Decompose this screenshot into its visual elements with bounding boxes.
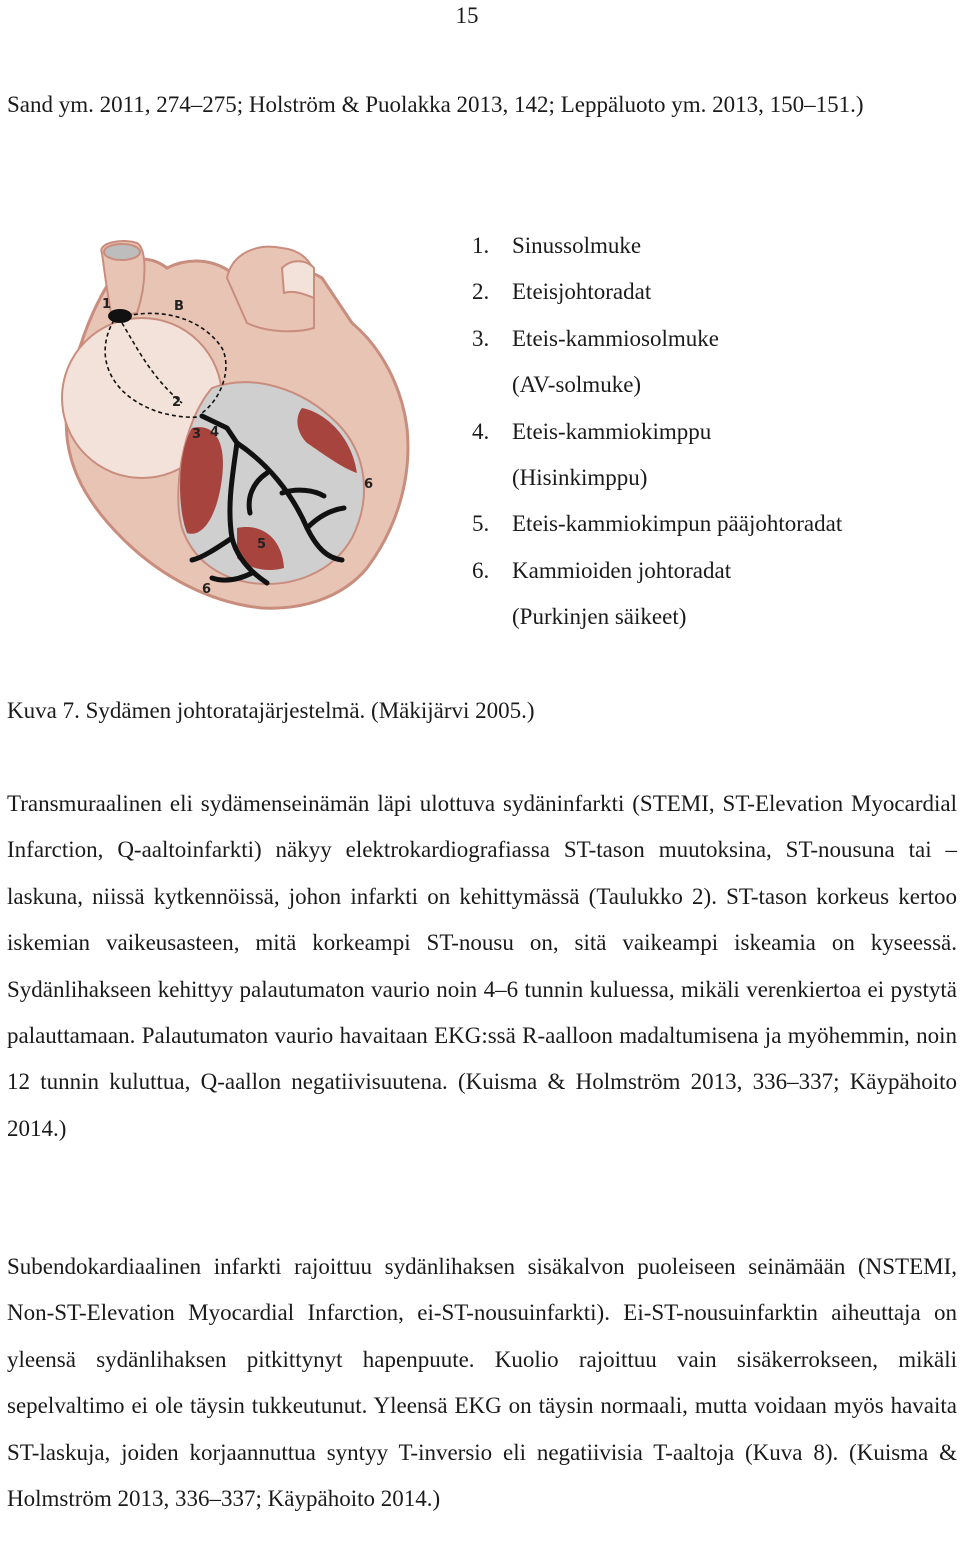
label-6a: 6 xyxy=(364,477,374,492)
legend-item: 6. Kammioiden johtoradat xyxy=(472,557,732,583)
label-b: B xyxy=(174,299,184,314)
legend-item: 5. Eteis-kammiokimpun pääjohtoradat xyxy=(472,511,843,537)
vessel-opening xyxy=(104,244,140,260)
label-3: 3 xyxy=(192,427,202,442)
paragraph-stemi: Transmuraalinen eli sydämenseinämän läpi ulottuva sydäninfarkti (STEMI, ST-Elevation Myocardial Infarction, Q-aaltoinfarkti) näkyy elektrokardiografiassa ST-tason muutoksina, ST-nousuna tai –laskuna, niissä kytkennöissä, johon infarkti on kehittymässä (Taulukko 2). ST-tason korkeus kertoo iskemian vaikeusasteen, mitä korkeampi ST-nousu on, sitä vaikeampi iskeamia on kyseessä. Sydänlihakseen kehittyy palautumaton vaurio noin 4–6 tunnin kuluessa, mikäli verenkiertoa ei pystytä palauttamaan. Palautumaton vaurio havaitaan EKG:ssä R-aalloon madaltumisena ja myöhemmin, noin 12 tunnin kuluttua, Q-aallon negatiivisuutena. (Kuisma & Holmström 2013, 336–337; Käypähoito 2014.) xyxy=(7,791,957,1141)
legend-item: (Hisinkimppu) xyxy=(512,465,648,491)
legend-item: (Purkinjen säikeet) xyxy=(512,604,687,630)
legend-item: 3. Eteis-kammiosolmuke xyxy=(472,325,719,351)
legend-item: 2. Eteisjohtoradat xyxy=(472,279,652,305)
figure-caption: Kuva 7. Sydämen johtoratajärjestelmä. (Mäkijärvi 2005.) xyxy=(7,698,535,723)
label-4: 4 xyxy=(210,425,220,440)
heart-diagram xyxy=(52,238,422,618)
label-6b: 6 xyxy=(202,582,212,597)
vessel-pulmonary xyxy=(282,261,314,298)
legend-item: 4. Eteis-kammiokimppu xyxy=(472,418,712,444)
heart-conduction-figure xyxy=(52,238,422,618)
figure-legend xyxy=(472,223,842,641)
legend-item: 1. Sinussolmuke xyxy=(472,233,642,258)
label-2: 2 xyxy=(172,395,182,410)
label-1: 1 xyxy=(102,297,112,312)
paragraph-nstemi: Subendokardiaalinen infarkti rajoittuu sydänlihaksen sisäkalvon puoleiseen seinämään (NSTEMI, Non-ST-Elevation Myocardial Infarction, ei-ST-nousuinfarkti). Ei-ST-nousuinfarktin aiheuttaja on yleensä sydänlihaksen pitkittynyt hapenpuute. Kuolio rajoittuu vain sisäkerrokseen, mikäli sepelvaltimo ei ole täysin tukkeutunut. Yleensä EKG on täysin normaali, mutta voidaan myös havaita ST-laskuja, joiden korjaannuttua syntyy T-inversio eli negatiivisia T-aaltoja (Kuva 8). (Kuisma & Holmström 2013, 336–337; Käypähoito 2014.) xyxy=(7,1254,957,1512)
legend-item: (AV-solmuke) xyxy=(512,372,642,398)
label-5: 5 xyxy=(257,537,267,552)
intro-paragraph: Sand ym. 2011, 274–275; Holström & Puolakka 2013, 142; Leppäluoto ym. 2013, 150–151.) xyxy=(7,92,864,117)
page-number: 15 xyxy=(455,3,479,28)
